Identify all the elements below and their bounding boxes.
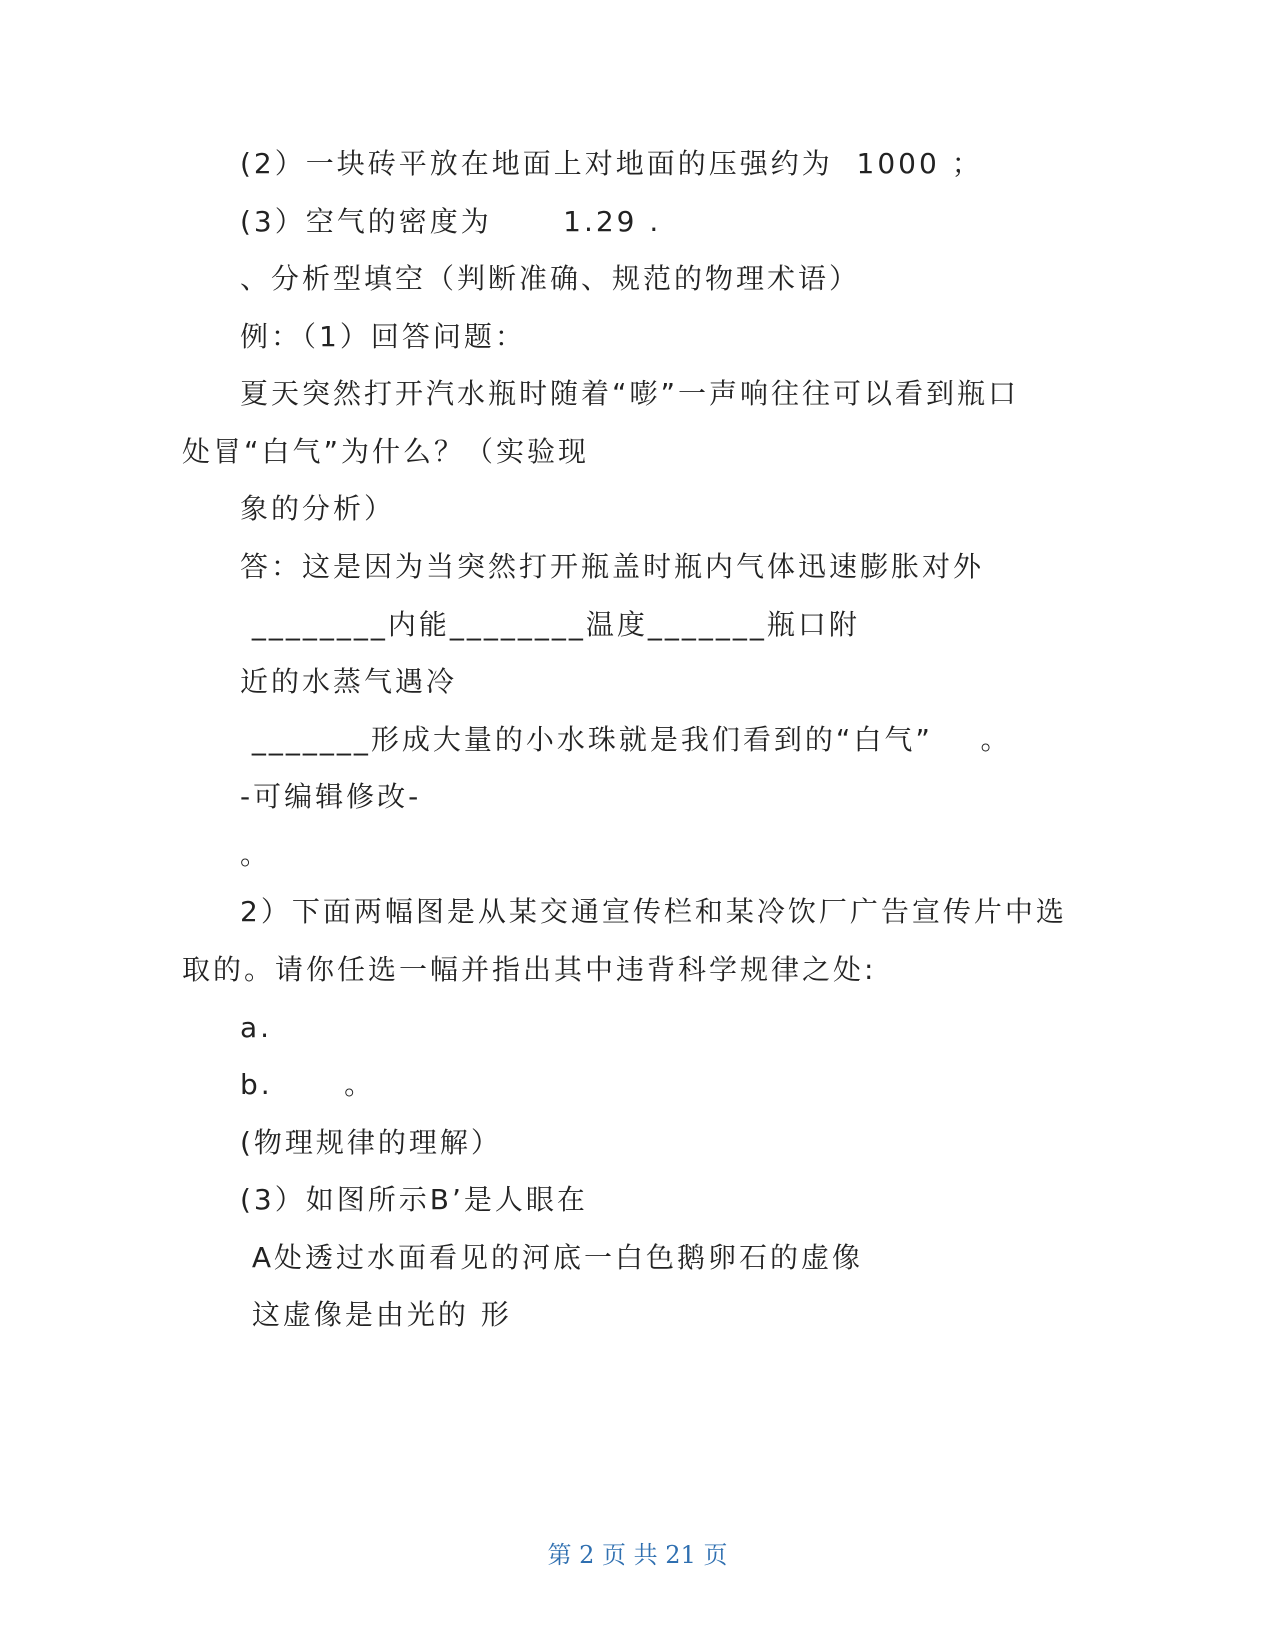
fill-blank-line: ________内能________温度_______瓶口附 — [240, 608, 860, 641]
text-line: 。 — [240, 838, 272, 871]
text-line: (物理规律的理解） — [240, 1126, 502, 1159]
text-line: 象的分析） — [240, 492, 396, 525]
text-line: 2）下面两幅图是从某交通宣传栏和某冷饮厂广告宣传片中选 — [240, 895, 1067, 928]
text-line: 取的。请你任选一幅并指出其中违背科学规律之处: — [182, 953, 877, 986]
answer-line-a: a. — [240, 1011, 273, 1044]
text-line: 例：（1）回答问题： — [240, 320, 526, 353]
section-heading: 、分析型填空（判断准确、规范的物理术语） — [240, 262, 861, 295]
answer-line-b: b. 。 — [240, 1068, 376, 1101]
text-line: A处透过水面看见的河底一白色鹅卵石的虚像 — [240, 1241, 864, 1274]
text-line: (2）一块砖平放在地面上对地面的压强约为 1000 ； — [240, 147, 983, 180]
text-line: 这虚像是由光的 形 — [240, 1298, 512, 1331]
text-line: (3）空气的密度为 1.29 . — [240, 205, 662, 238]
text-line: (3）如图所示B’是人眼在 — [240, 1183, 588, 1216]
text-line: 近的水蒸气遇冷 — [240, 665, 458, 698]
text-line: 夏天突然打开汽水瓶时随着“嘭”一声响往往可以看到瓶口 — [240, 377, 1020, 410]
text-line: 答：这是因为当突然打开瓶盖时瓶内气体迅速膨胀对外 — [240, 550, 985, 583]
editable-note: -可编辑修改- — [240, 780, 422, 813]
page-number-footer: 第 2 页 共 21 页 — [547, 1541, 728, 1569]
fill-blank-line: _______形成大量的小水珠就是我们看到的“白气” 。 — [240, 723, 1012, 756]
text-line: 处冒“白气”为什么？（实验现 — [182, 435, 590, 468]
